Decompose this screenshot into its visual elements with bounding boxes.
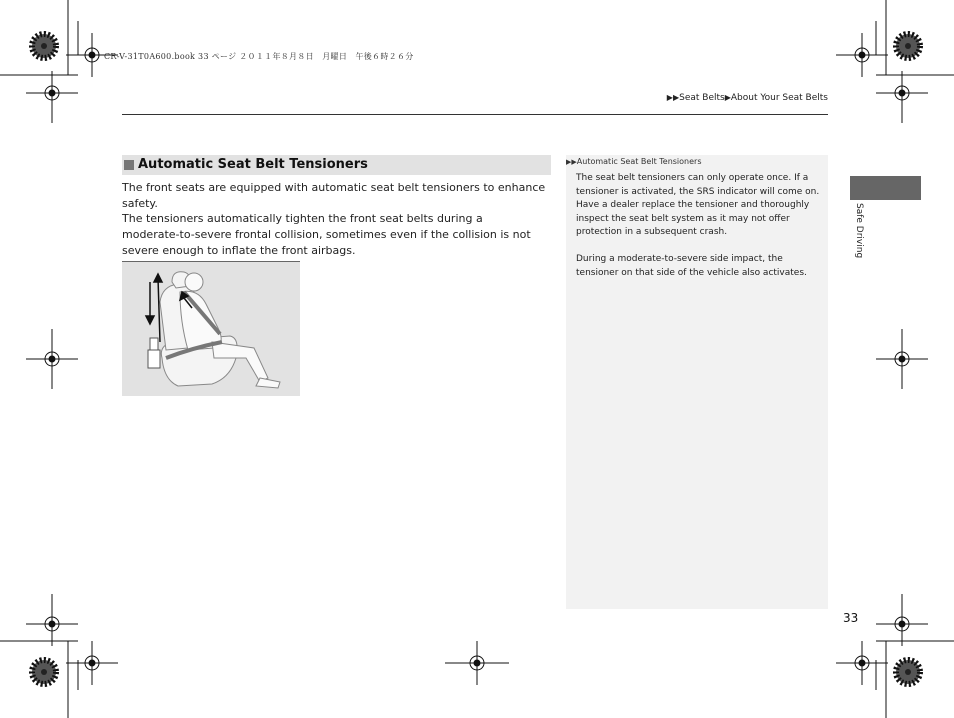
arrow-icon: ▶ [724, 93, 731, 102]
section-heading-bar [122, 155, 551, 175]
chapter-tab-text: Safe Driving [854, 203, 864, 259]
breadcrumb-item-seat-belts[interactable]: Seat Belts [679, 93, 725, 103]
body-paragraph: The front seats are equipped with automatic seat belt tensioners to enhance safety. [122, 181, 546, 210]
section-title: Automatic Seat Belt Tensioners [138, 157, 368, 172]
sidebar-note: During a moderate-to-severe side impact, the tensioner on that side of the vehicle also activates. [576, 254, 807, 278]
double-arrow-icon: ▶▶ [666, 93, 680, 102]
seat-belt-tensioner-illustration [122, 261, 300, 396]
chapter-tab[interactable] [850, 176, 921, 200]
sidebar-heading-text: Automatic Seat Belt Tensioners [576, 157, 702, 166]
sidebar-notes [566, 155, 828, 609]
sidebar-note: The seat belt tensioners can only operate once. If a tensioner is activated, the SRS indicator will come on. Have a dealer replace the tensioner and thoroughly inspect the seat belt system as it may not offer protection in a subsequent crash. [576, 173, 820, 237]
breadcrumb-item-about-seat-belts[interactable]: About Your Seat Belts [730, 93, 828, 103]
print-file-info: CR-V-31T0A600.book 33 ページ ２０１１年８月８日 月曜日 午後６時２６分 [104, 52, 414, 61]
sidebar-heading [566, 157, 702, 166]
breadcrumb [667, 93, 828, 103]
header-rule [122, 114, 828, 115]
seat-illustration-svg [122, 262, 300, 396]
reference-arrow-icon: ▶▶ [566, 158, 577, 166]
chapter-tab-label [852, 203, 864, 273]
page-number: 33 [843, 611, 859, 625]
square-bullet-icon [124, 160, 134, 170]
body-paragraph: The tensioners automatically tighten the front seat belts during a moderate-to-severe frontal collision, sometimes even if the collision is not severe enough to inflate the front airbags. [122, 212, 531, 257]
